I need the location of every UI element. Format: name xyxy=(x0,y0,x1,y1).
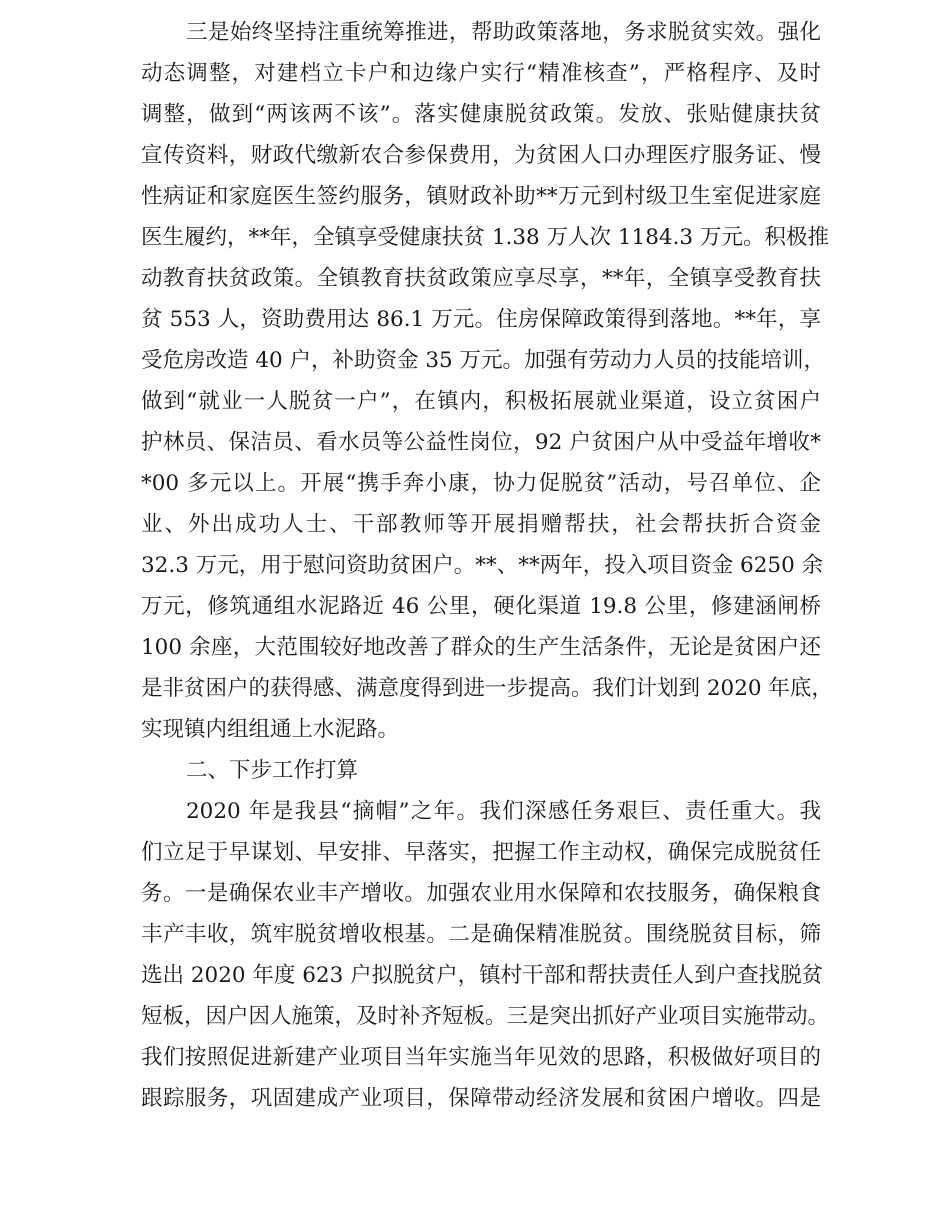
paragraph-1-line-12: *00 多元以上。开展“携手奔小康，协力促脱贫”活动，号召单位、企 xyxy=(141,471,821,496)
paragraph-2-line-7: 我们按照促进新建产业项目当年实施当年见效的思路，积极做好项目的 xyxy=(141,1045,821,1070)
paragraph-1-line-6: 医生履约，**年，全镇享受健康扶贫 1.38 万人次 1184.3 万元。积极推 xyxy=(141,225,829,250)
paragraph-1-line-14: 32.3 万元，用于慰问资助贫困户。**、**两年，投入项目资金 6250 余 xyxy=(141,553,824,578)
paragraph-1-line-18: 实现镇内组组通上水泥路。 xyxy=(141,717,400,742)
paragraph-1-line-15: 万元，修筑通组水泥路近 46 公里，硬化渠道 19.8 公里，修建涵闸桥 xyxy=(141,594,821,619)
paragraph-1-line-5: 性病证和家庭医生签约服务，镇财政补助**万元到村级卫生室促进家庭 xyxy=(141,184,821,209)
paragraph-1-line-17: 是非贫困户的获得感、满意度得到进一步提高。我们计划到 2020 年底， xyxy=(141,676,833,701)
paragraph-2-line-1: 2020 年是我县“摘帽”之年。我们深感任务艰巨、责任重大。我 xyxy=(186,799,821,824)
paragraph-1-line-8: 贫 553 人，资助费用达 86.1 万元。住房保障政策得到落地。**年，享 xyxy=(141,307,821,332)
paragraph-2-line-5: 选出 2020 年度 623 户拟脱贫户，镇村干部和帮扶责任人到户查找脱贫 xyxy=(141,963,824,988)
paragraph-1-line-9: 受危房改造 40 户，补助资金 35 万元。加强有劳动力人员的技能培训， xyxy=(141,348,826,373)
paragraph-1-line-16: 100 余座，大范围较好地改善了群众的生产生活条件，无论是贫困户还 xyxy=(141,635,821,660)
paragraph-1-line-1: 三是始终坚持注重统筹推进，帮助政策落地，务求脱贫实效。强化 xyxy=(186,20,821,45)
paragraph-1-line-7: 动教育扶贫政策。全镇教育扶贫政策应享尽享，**年，全镇享受教育扶 xyxy=(141,266,821,291)
paragraph-1-line-4: 宣传资料，财政代缴新农合参保费用，为贫困人口办理医疗服务证、慢 xyxy=(141,143,821,168)
paragraph-2-line-6: 短板，因户因人施策，及时补齐短板。三是突出抓好产业项目实施带动。 xyxy=(141,1004,830,1029)
paragraph-2-line-2: 们立足于早谋划、早安排、早落实，把握工作主动权，确保完成脱贫任 xyxy=(141,840,821,865)
paragraph-1-line-10: 做到“就业一人脱贫一户”，在镇内，积极拓展就业渠道，设立贫困户 xyxy=(141,389,821,414)
section-heading: 二、下步工作打算 xyxy=(186,758,359,783)
paragraph-1-line-2: 动态调整，对建档立卡户和边缘户实行“精准核查”，严格程序、及时 xyxy=(141,61,821,86)
paragraph-1-line-11: 护林员、保洁员、看水员等公益性岗位，92 户贫困户从中受益年增收* xyxy=(141,430,821,455)
paragraph-2-line-4: 丰产丰收，筑牢脱贫增收根基。二是确保精准脱贫。围绕脱贫目标，筛 xyxy=(141,922,821,947)
paragraph-2-line-3: 务。一是确保农业丰产增收。加强农业用水保障和农技服务，确保粮食 xyxy=(141,881,821,906)
paragraph-2-line-8: 跟踪服务，巩固建成产业项目，保障带动经济发展和贫困户增收。四是 xyxy=(141,1086,821,1111)
paragraph-1-line-3: 调整，做到“两该两不该”。落实健康脱贫政策。发放、张贴健康扶贫 xyxy=(141,102,821,127)
paragraph-1-line-13: 业、外出成功人士、干部教师等开展捐赠帮扶，社会帮扶折合资金 xyxy=(141,512,821,537)
